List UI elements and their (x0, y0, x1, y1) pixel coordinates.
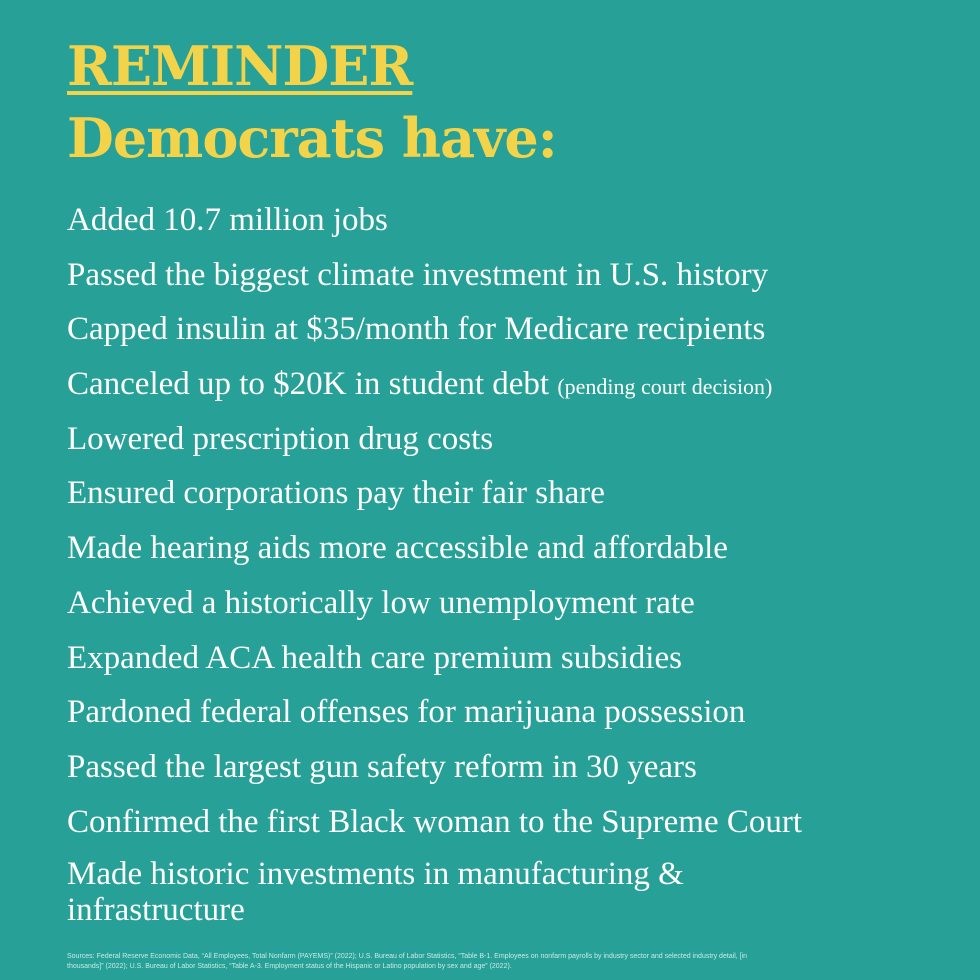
achievement-item (67, 528, 972, 568)
achievement-text: Passed the largest gun safety reform in 30 years (67, 748, 697, 785)
achievement-text: Pardoned federal offenses for marijuana possession (67, 694, 746, 731)
achievement-item (67, 692, 972, 732)
achievement-item (67, 200, 972, 240)
achievement-item (67, 473, 972, 513)
achievement-item (67, 638, 972, 678)
achievement-text: Lowered prescription drug costs (67, 420, 494, 457)
achievement-text: Canceled up to $20K in student debt (67, 366, 550, 403)
reminder-title: REMINDER (67, 34, 413, 98)
achievement-text: Expanded ACA health care premium subsidies (67, 639, 682, 676)
achievement-text: Confirmed the first Black woman to the Supreme Court (67, 803, 803, 840)
achievement-item (67, 583, 972, 623)
achievement-item (67, 856, 867, 928)
achievement-text: Passed the biggest climate investment in U.S. history (67, 256, 769, 293)
achievement-text: Achieved a historically low unemployment rate (67, 584, 695, 621)
achievement-item (67, 419, 972, 459)
achievement-item (67, 255, 972, 295)
achievement-text: Ensured corporations pay their fair share (67, 475, 605, 512)
achievement-item (67, 802, 972, 842)
achievement-text: Added 10.7 million jobs (67, 202, 388, 238)
achievement-item (67, 309, 972, 349)
sources-footnote: Sources: Federal Reserve Economic Data, “All Employees, Total Nonfarm (PAYEMS)” (2022); U.S. Bureau of Labor Statistics, “Table B-1. Employees on nonfarm payrolls by industry sector and selected industry detail, [in thousands]” (2022); U.S. Bureau of Labor Statistics, “Table A-3. Employment status of the Hispanic or Latino population by sex and age” (2022). (67, 953, 748, 970)
achievement-item (67, 747, 972, 787)
achievement-text: Made hearing aids more accessible and affordable (67, 530, 728, 567)
achievements-list (67, 200, 972, 943)
democrats-have-subtitle: Democrats have: (67, 106, 557, 170)
achievement-text: Made historic investments in manufacturing & infrastructure (67, 856, 684, 929)
achievement-note: (pending court decision) (557, 374, 773, 400)
achievement-text: Capped insulin at $35/month for Medicare recipients (67, 311, 766, 348)
achievement-item (67, 364, 972, 404)
